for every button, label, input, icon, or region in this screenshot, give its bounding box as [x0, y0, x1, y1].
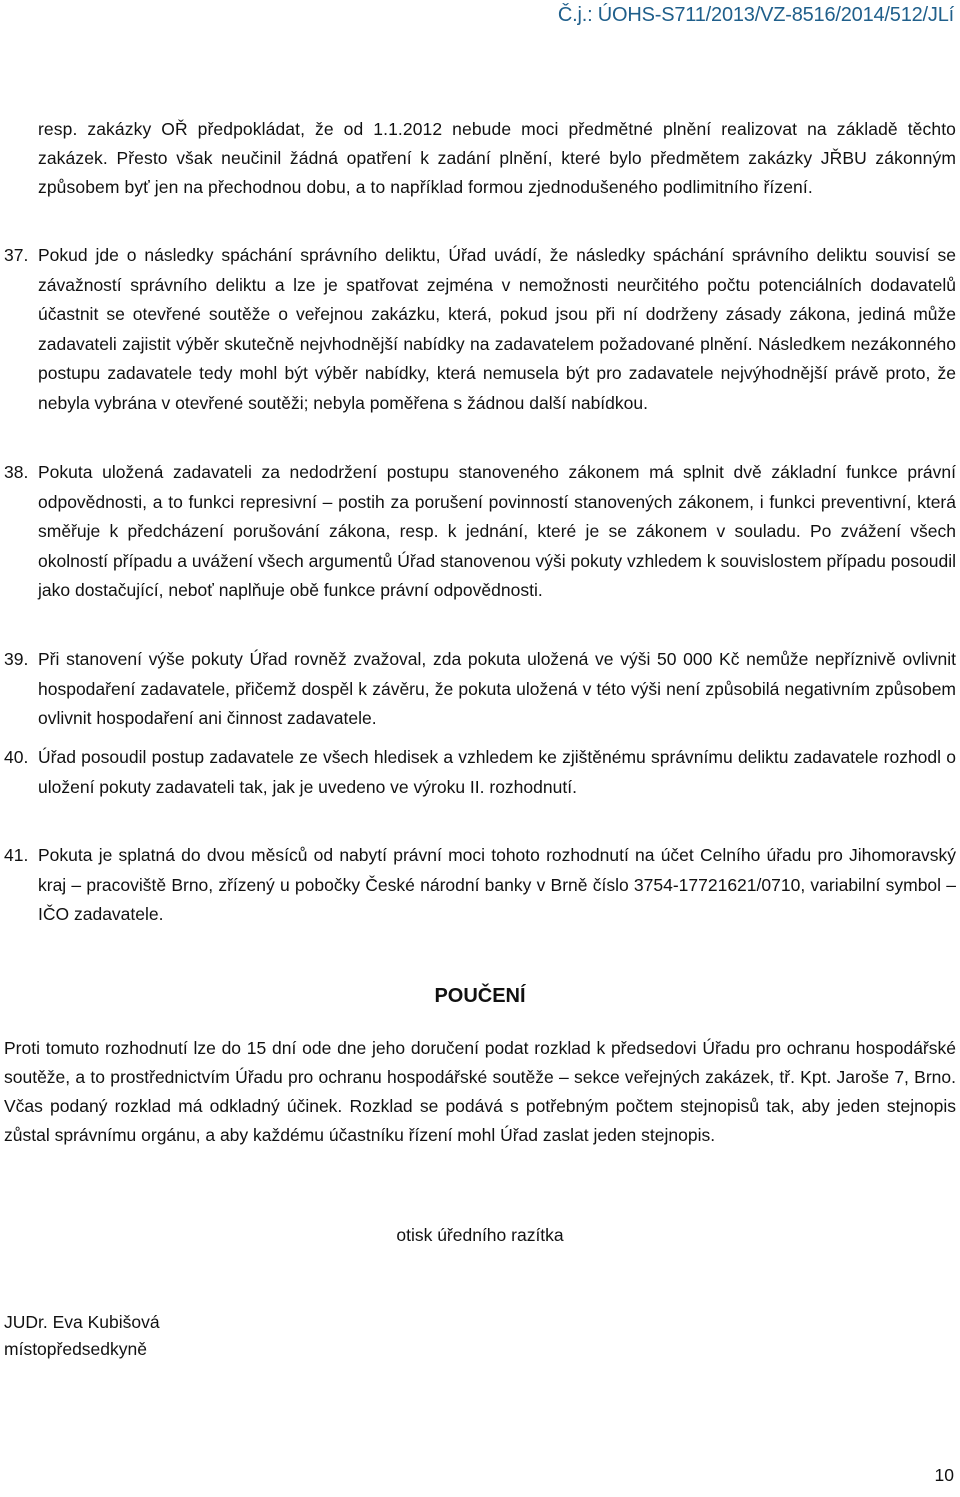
- numbered-point-40: [0, 743, 960, 802]
- stamp-placeholder-note: otisk úředního razítka: [396, 1225, 564, 1245]
- numbered-point-38: [0, 458, 960, 606]
- signatory-name: JUDr. Eva Kubišová: [4, 1312, 160, 1332]
- point-text: Při stanovení výše pokuty Úřad rovněž zvažoval, zda pokuta uložená ve výši 50 000 Kč nemůže nepříznivě ovlivnit hospodaření zadavatele, přičemž dospěl k závěru, že pokuta uložená v této výši není způsobilá negativním způsobem ovlivnit hospodaření ani činnost zadavatele.: [38, 649, 956, 728]
- signatory-title: místopředsedkyně: [4, 1339, 147, 1359]
- instruction-heading: POUČENÍ: [434, 985, 526, 1007]
- point-number: 41.: [4, 845, 29, 865]
- document-reference-number: Č.j.: ÚOHS-S711/2013/VZ-8516/2014/512/JLí: [557, 4, 954, 26]
- numbered-point-37: [0, 241, 960, 418]
- intro-paragraph: resp. zakázky OŘ předpokládat, že od 1.1.2012 nebude moci předmětné plnění realizovat na základě těchto zakázek. Přesto však neučinil žádná opatření k zadání plnění, které bylo předmětem zakázky JŘBU zákonným způsobem byť jen na přechodnou dobu, a to například formou zjednodušeného podlimitního řízení.: [38, 119, 956, 197]
- page-number: 10: [934, 1465, 954, 1485]
- point-number: 38.: [4, 462, 29, 482]
- point-text: Pokuta uložená zadavateli za nedodržení postupu stanoveného zákonem má splnit dvě základní funkce právní odpovědnosti, a to funkci represivní – postih za porušení povinností stanovených zákonem, i funkci preventivní, která směřuje k předcházení porušování zákona, resp. k jednání, které je se zákonem v souladu. Po zvážení všech okolností případu a uvážení všech argumentů Úřad stanovenou výši pokuty vzhledem k souvislostem případu posoudil jako dostačující, neboť naplňuje obě funkce právní odpovědnosti.: [38, 462, 956, 600]
- point-number: 39.: [4, 649, 29, 669]
- numbered-point-41: [0, 841, 960, 930]
- signatory-block: [4, 1309, 160, 1363]
- point-text: Pokuta je splatná do dvou měsíců od nabytí právní moci tohoto rozhodnutí na účet Celního úřadu pro Jihomoravský kraj – pracoviště Brno, zřízený u pobočky České národní banky v Brně číslo 3754-17721621/0710, variabilní symbol – IČO zadavatele.: [38, 845, 956, 924]
- point-number: 37.: [4, 245, 29, 265]
- instruction-paragraph: Proti tomuto rozhodnutí lze do 15 dní ode dne jeho doručení podat rozklad k předsedovi Úřadu pro ochranu hospodářské soutěže, a to prostřednictvím Úřadu pro ochranu hospodářské soutěže – sekce veřejných zakázek, tř. Kpt. Jaroše 7, Brno. Včas podaný rozklad má odkladný účinek. Rozklad se podává s potřebným počtem stejnopisů tak, aby jeden stejnopis zůstal správnímu orgánu, a aby každému účastníku řízení mohl Úřad zaslat jeden stejnopis.: [4, 1038, 956, 1145]
- point-text: Pokud jde o následky spáchání správního deliktu, Úřad uvádí, že následky spáchání správního deliktu souvisí se závažností správního deliktu a lze je spatřovat zejména v nemožnosti neurčitého počtu potenciálních dodavatelů účastnit se otevřené soutěže o veřejnou zakázku, která, pokud jsou při ní dodrženy zásady zákona, jediná může zadavateli zajistit výběr skutečně nejvhodnější nabídky na zadavatelem požadované plnění. Následkem nezákonného postupu zadavatele tedy mohl být výběr nabídky, která nemusela být pro zadavatele nejvýhodnější právě proto, že nebyla vybrána v otevřené soutěži; nebyla poměřena s žádnou další nabídkou.: [38, 245, 956, 413]
- point-number: 40.: [4, 747, 29, 767]
- point-text: Úřad posoudil postup zadavatele ze všech hledisek a vzhledem ke zjištěnému správnímu deliktu zadavatele rozhodl o uložení pokuty zadavateli tak, jak je uvedeno ve výroku II. rozhodnutí.: [38, 747, 956, 797]
- numbered-point-39: [0, 645, 960, 734]
